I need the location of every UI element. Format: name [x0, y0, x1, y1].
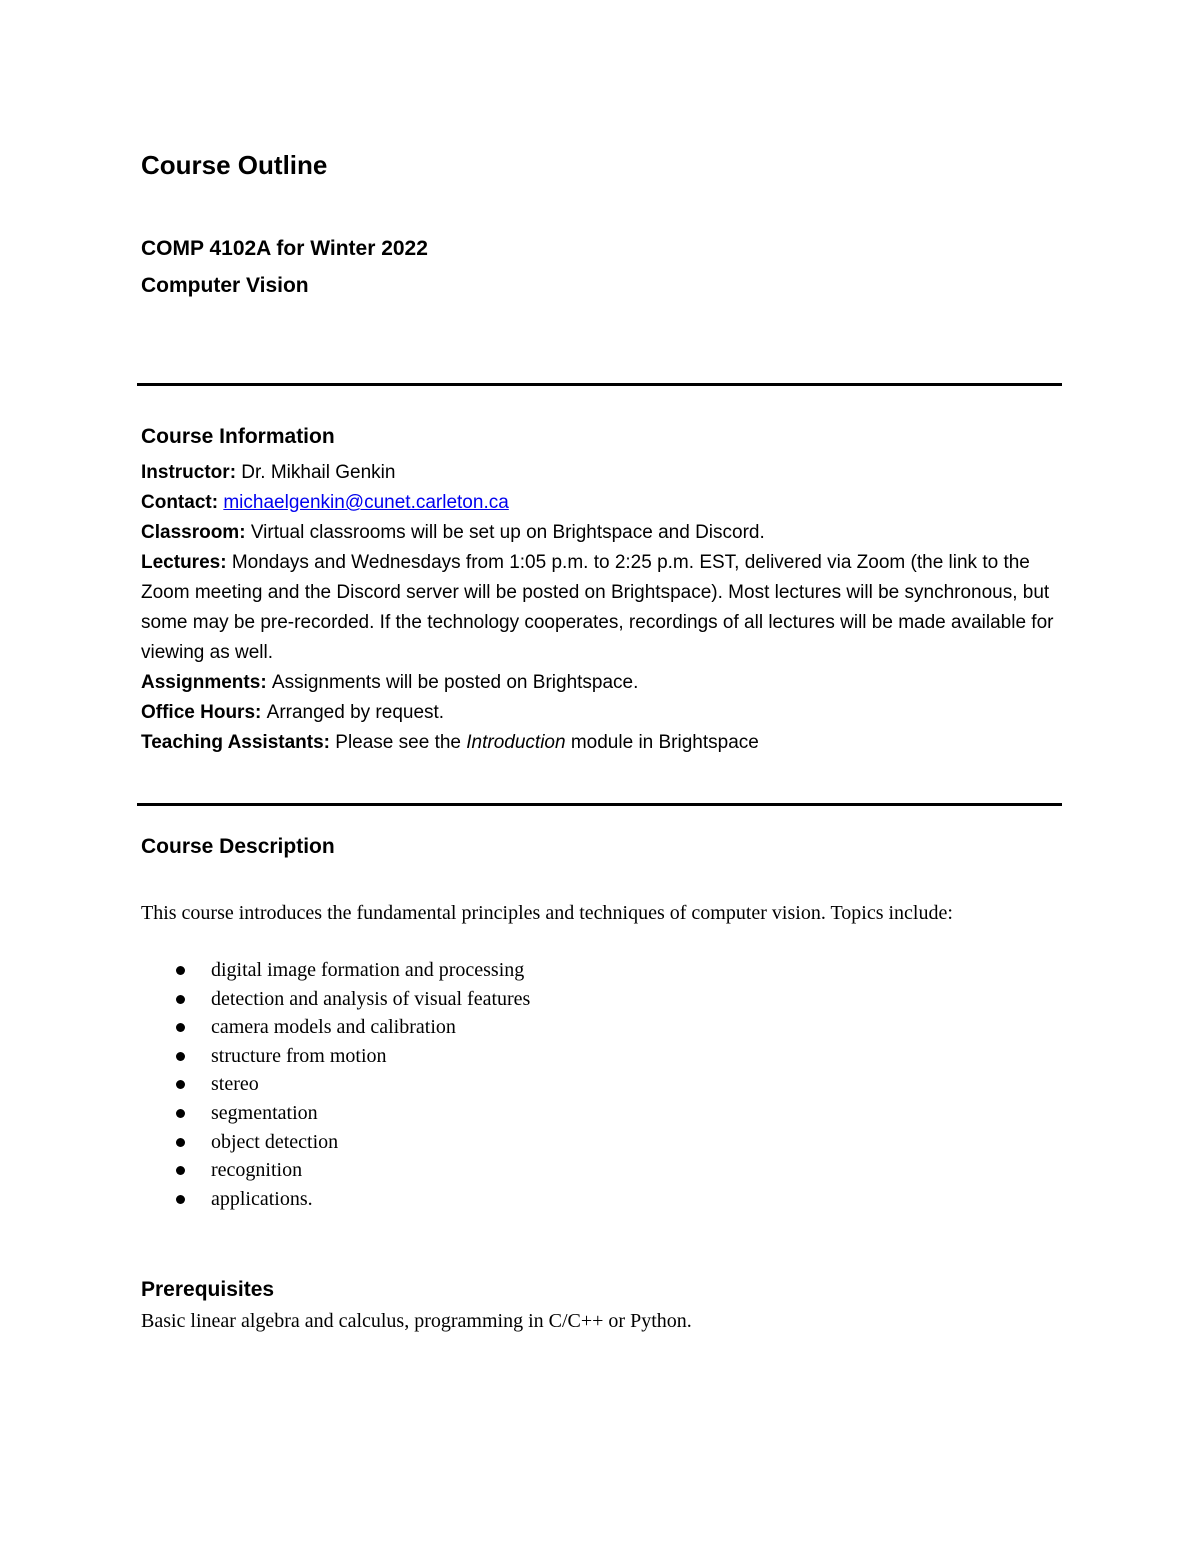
bullet-icon — [176, 1023, 185, 1032]
teaching-assistants-line — [141, 728, 1061, 758]
list-item — [141, 1042, 530, 1071]
list-item — [141, 985, 530, 1014]
list-item — [141, 1185, 530, 1214]
topic-label: segmentation — [211, 1101, 318, 1124]
course-information-block — [141, 458, 1061, 758]
classroom-label: Classroom — [141, 522, 240, 543]
topic-label: detection and analysis of visual features — [211, 987, 531, 1010]
instructor-value: Dr. Mikhail Genkin — [241, 462, 396, 483]
course-code: COMP 4102A for Winter 2022 — [141, 237, 428, 260]
bullet-icon — [176, 1080, 185, 1089]
contact-label: Contact — [141, 492, 212, 513]
office-hours-line: Office Hours: Arranged by request. — [141, 702, 445, 723]
classroom-value: Virtual classrooms will be set up on Brightspace and Discord. — [250, 522, 765, 543]
bullet-icon — [176, 995, 185, 1004]
assignments-value: Assignments will be posted on Brightspace. — [271, 672, 639, 693]
bullet-icon — [176, 966, 185, 975]
prerequisites-text: Basic linear algebra and calculus, programming in C/C++ or Python. — [141, 1310, 692, 1332]
assignments-label: Assignments — [141, 672, 261, 693]
bullet-icon — [176, 1052, 185, 1061]
teaching-assistants-text-after: module in Brightspace — [570, 732, 759, 753]
lectures-value: Mondays and Wednesdays from 1:05 p.m. to 2:25 p.m. EST, delivered via Zoom (the link to the Zoom meeting and the Discord server will be posted on Brightspace). Most lectures will be synchronous, but some may be pre-recorded. If the technology cooperates, recordings of all lectures will be made available for viewing as well. — [141, 552, 1054, 663]
list-item — [141, 1156, 530, 1185]
topic-list — [141, 956, 530, 1213]
classroom-line: Classroom: Virtual classrooms will be set up on Brightspace and Discord. — [141, 522, 765, 543]
bullet-icon — [176, 1166, 185, 1175]
course-name: Computer Vision — [141, 274, 309, 297]
topic-label: camera models and calibration — [211, 1016, 456, 1039]
office-hours-label: Office Hours — [141, 702, 256, 723]
topic-label: recognition — [211, 1159, 303, 1182]
topic-label: digital image formation and processing — [211, 959, 525, 981]
bullet-icon — [176, 1138, 185, 1147]
topic-label: structure from motion — [211, 1044, 387, 1067]
list-item — [141, 1128, 530, 1157]
list-item — [141, 1070, 530, 1099]
lectures-line: Lectures: Mondays and Wednesdays from 1:05 p.m. to 2:25 p.m. EST, delivered via Zoom (the link to the Zoom meeting and the Discord server will be posted on Brightspace). Most lectures will be synchronous, but some may be pre-recorded. If the technology cooperates, recordings of all lectures will be made available for viewing as well. — [141, 552, 1054, 663]
topic-label: stereo — [211, 1073, 259, 1096]
document-title: Course Outline — [141, 150, 328, 180]
section-divider — [137, 383, 1062, 386]
bullet-icon — [176, 1109, 185, 1118]
course-information-heading: Course Information — [141, 425, 335, 448]
office-hours-value: Arranged by request. — [266, 702, 445, 723]
teaching-assistants-module-name: Introduction — [466, 732, 566, 753]
lectures-label: Lectures — [141, 552, 221, 573]
course-description-heading: Course Description — [141, 835, 335, 858]
list-item — [141, 956, 530, 985]
bullet-icon — [176, 1195, 185, 1204]
topic-label: applications. — [211, 1187, 313, 1210]
list-item — [141, 1099, 530, 1128]
teaching-assistants-label: Teaching Assistants: — [141, 732, 330, 753]
instructor-line: Instructor: Dr. Mikhail Genkin — [141, 462, 396, 483]
section-divider — [137, 803, 1062, 806]
contact-email-link[interactable]: michaelgenkin@cunet.carleton.ca — [223, 492, 509, 513]
course-description-intro: This course introduces the fundamental principles and techniques of computer vision. Topics include: — [141, 902, 953, 924]
teaching-assistants-text-before: Please see the — [335, 732, 461, 753]
prerequisites-heading: Prerequisites — [141, 1278, 275, 1301]
instructor-label: Instructor — [141, 462, 230, 483]
topic-label: object detection — [211, 1130, 339, 1153]
assignments-line: Assignments: Assignments will be posted on Brightspace. — [141, 672, 639, 693]
list-item — [141, 1013, 530, 1042]
contact-line: Contact: michaelgenkin@cunet.carleton.ca — [141, 492, 509, 513]
